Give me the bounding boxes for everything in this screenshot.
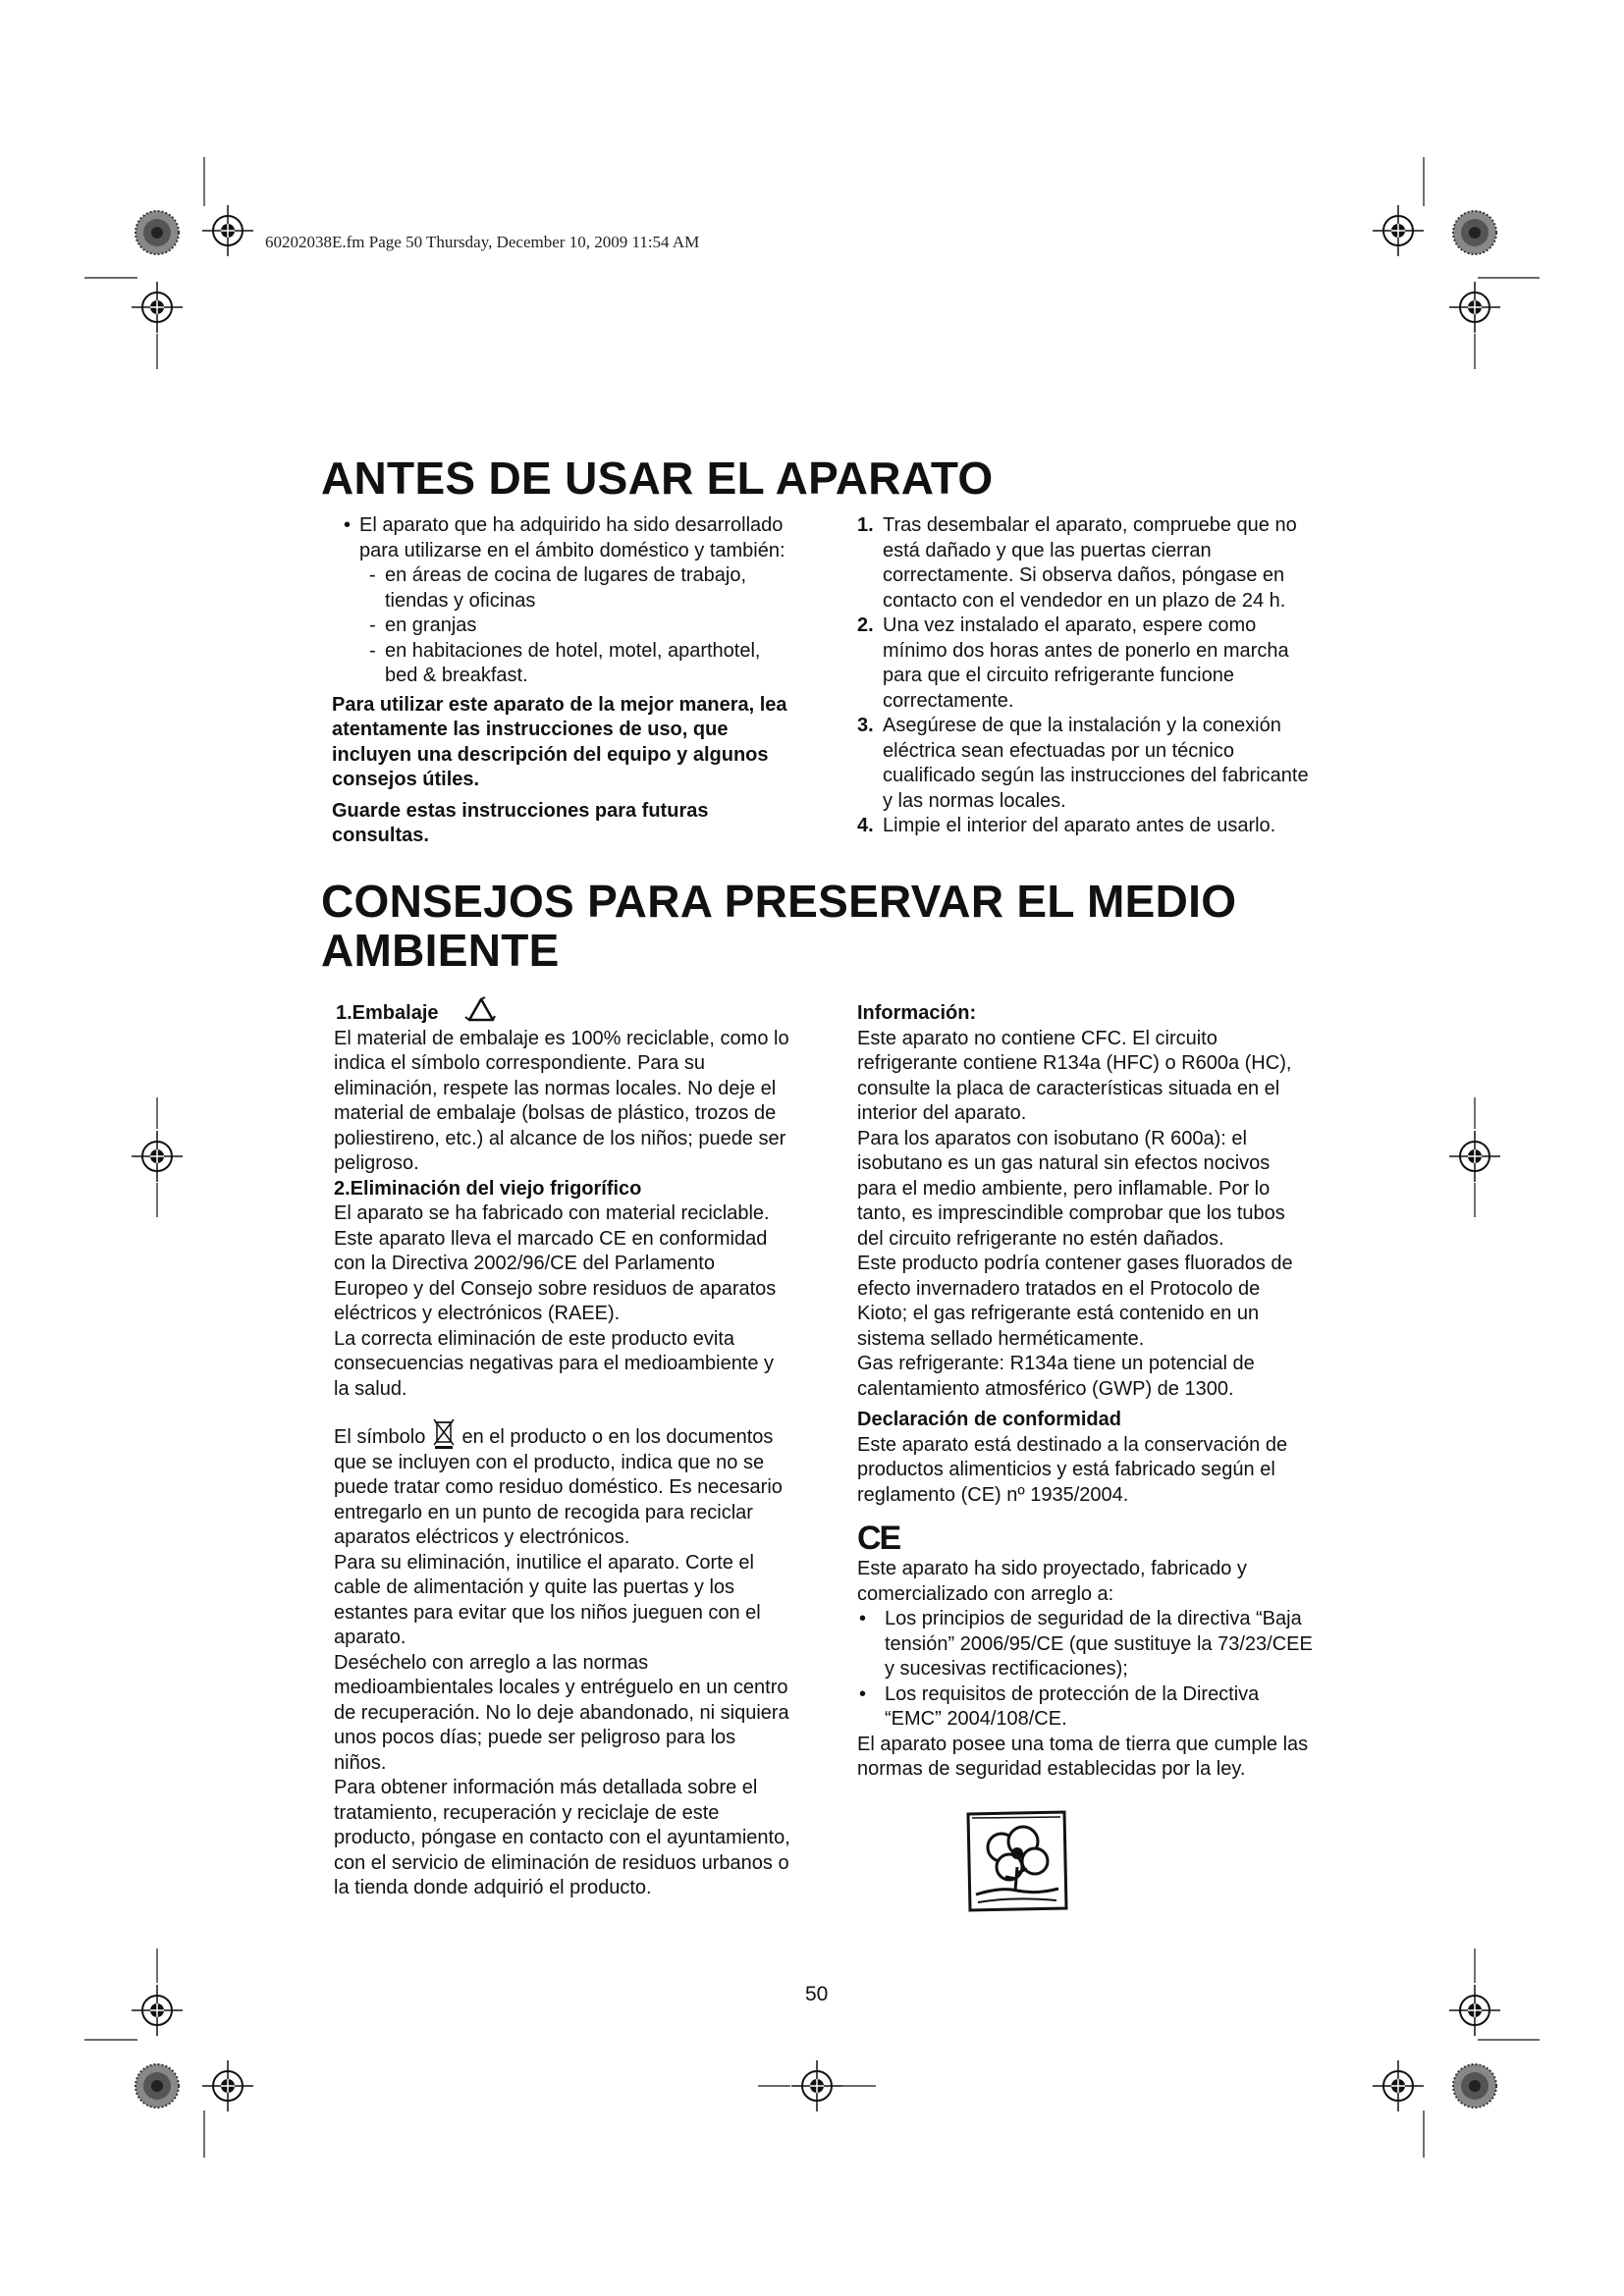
section1-left-column bbox=[332, 513, 793, 849]
registration-mark-icon bbox=[132, 1131, 183, 1182]
page-number: 50 bbox=[805, 1983, 829, 2005]
title-line: CONSEJOS PARA PRESERVAR EL MEDIO bbox=[321, 876, 1237, 927]
step-item: 3. Asegúrese de que la instalación y la conexión eléctrica sean efectuadas por un técnico cualificado según las instrucciones del fabricante y las normas locales. bbox=[857, 715, 1309, 812]
elim-text-2: La correcta eliminación de este producto evita consecuencias negativas para el medioambiente y la salud. bbox=[334, 1327, 775, 1400]
elim-text: El aparato se ha fabricado con material reciclable. Este aparato lleva el marcado CE en conformidad con la Directiva 2002/96/CE del Parlamento Europeo y del Consejo sobre residuos de aparatos eléctricos y electrónicos (RAEE). bbox=[334, 1202, 777, 1324]
registration-mark-icon bbox=[1449, 1985, 1500, 2036]
step-item: 4. Limpie el interior del aparato antes de usarlo. bbox=[857, 815, 1276, 836]
info-contact-text: Para obtener información más detallada sobre el tratamiento, recuperación y reciclaje de este producto, póngase en contacto con el ayuntamiento, con el servicio de eliminación de residuos urbanos o la tienda donde adquirió el producto. bbox=[334, 1777, 790, 1898]
inutilice-text: Para su eliminación, inutilice el aparato. Corte el cable de alimentación y quite las puertas y los estantes para evitar que los niños jueguen con el aparato. bbox=[334, 1551, 761, 1648]
registration-mark-icon bbox=[1449, 282, 1500, 333]
title-line: AMBIENTE bbox=[321, 925, 560, 976]
ce-mark: CE bbox=[857, 1520, 900, 1557]
use-item: - en habitaciones de hotel, motel, aparthotel, bed & breakfast. bbox=[332, 639, 793, 689]
declaration-text: Este aparato está destinado a la conservación de productos alimenticios y está fabricado según el reglamento (CE) nº 1935/2004. bbox=[857, 1433, 1288, 1506]
registration-mark-icon bbox=[1449, 1131, 1500, 1182]
weee-symbol-text: El símbolo en el producto o en los documentos que se incluyen con el producto, indica que no se puede tratar como residuo doméstico. Es necesario entregarlo en un punto de recogida para reciclar aparatos eléctricos y electrónicos. bbox=[334, 1425, 790, 1551]
deseche-text: Deséchelo con arreglo a las normas medioambientales locales y entréguelo en un centro de recuperación. No lo deje abandonado, ni siquiera unos pocos días; puede ser peligroso para los niños. bbox=[334, 1651, 789, 1774]
color-wheel-icon bbox=[1453, 211, 1496, 254]
info-text: Este producto podría contener gases fluorados de efecto invernadero tratados en el Protocolo de Kioto; el gas refrigerante está contenido en un sistema sellado herméticamente. bbox=[857, 1253, 1293, 1350]
info-heading: Información: bbox=[857, 1002, 977, 1024]
color-wheel-icon bbox=[135, 211, 179, 254]
section2-left-column bbox=[334, 1001, 790, 1901]
elim-heading: 2.Eliminación del viejo frigorífico bbox=[334, 1177, 642, 1200]
registration-mark-icon bbox=[791, 2060, 842, 2111]
declaration-heading: Declaración de conformidad bbox=[857, 1409, 1121, 1430]
section1-right-column bbox=[857, 513, 1319, 839]
ce-item: • Los principios de seguridad de la directiva “Baja tensión” 2006/95/CE (que sustituye la 73/23/CEE y sucesivas rectificaciones); bbox=[857, 1607, 1314, 1682]
file-info-header: 60202038E.fm Page 50 Thursday, December 10, 2009 11:54 AM bbox=[265, 233, 700, 251]
section-title-antes: ANTES DE USAR EL APARATO bbox=[321, 453, 994, 504]
embalaje-heading: 1.Embalaje bbox=[334, 1001, 790, 1027]
registration-mark-icon bbox=[132, 282, 183, 333]
registration-mark-icon bbox=[1373, 2060, 1424, 2111]
use-item: - en granjas bbox=[332, 614, 793, 639]
use-item: - en áreas de cocina de lugares de trabajo, tiendas y oficinas bbox=[332, 563, 793, 614]
tree-logo-icon bbox=[962, 1808, 1072, 1914]
registration-mark-icon bbox=[132, 1985, 183, 2036]
recycle-icon bbox=[463, 996, 499, 1026]
read-instructions-note: Para utilizar este aparato de la mejor manera, lea atentamente las instrucciones de uso, que incluyen una descripción del equipo y algunos consejos útiles. bbox=[332, 693, 787, 790]
intro-text: • El aparato que ha adquirido ha sido desarrollado para utilizarse en el ámbito doméstico y también: bbox=[332, 513, 793, 563]
step-item: 1. Tras desembalar el aparato, compruebe que no está dañado y que las puertas cierran correctamente. Si observa daños, póngase en contacto con el vendedor en un plazo de 24 h. bbox=[857, 514, 1297, 612]
info-text: Este aparato no contiene CFC. El circuito refrigerante contiene R134a (HFC) o R600a (HC), consulte la placa de características situada en el interior del aparato. bbox=[857, 1027, 1292, 1124]
step-item: 2. Una vez instalado el aparato, espere como mínimo dos horas antes de ponerlo en marcha para que el circuito refrigerante funcione correctamente. bbox=[857, 614, 1289, 712]
keep-instructions-note: Guarde estas instrucciones para futuras consultas. bbox=[332, 799, 709, 846]
ce-item: • Los requisitos de protección de la Directiva “EMC” 2004/108/CE. bbox=[857, 1682, 1314, 1733]
registration-mark-icon bbox=[202, 205, 253, 256]
color-wheel-icon bbox=[135, 2064, 179, 2108]
section-title-consejos bbox=[321, 877, 1236, 975]
ce-intro: Este aparato ha sido proyectado, fabricado y comercializado con arreglo a: bbox=[857, 1558, 1247, 1605]
registration-mark-icon bbox=[1373, 205, 1424, 256]
crossed-bin-icon bbox=[431, 1416, 457, 1450]
registration-mark-icon bbox=[202, 2060, 253, 2111]
section2-right-column bbox=[857, 1001, 1314, 1783]
info-text: Gas refrigerante: R134a tiene un potencial de calentamiento atmosférico (GWP) de 1300. bbox=[857, 1353, 1255, 1400]
color-wheel-icon bbox=[1453, 2064, 1496, 2108]
info-text: Para los aparatos con isobutano (R 600a): el isobutano es un gas natural sin efectos nocivos para el medio ambiente, pero inflamable. Por lo tanto, es imprescindible comprobar que los tubos del circuito refrigerante no estén dañados. bbox=[857, 1127, 1285, 1250]
embalaje-text: El material de embalaje es 100% reciclable, como lo indica el símbolo correspondiente. Para su eliminación, respete las normas locales. No deje el material de embalaje (bolsas de plástico, trozos de poliestireno, etc.) al alcance de los niños; puede ser peligroso. bbox=[334, 1027, 789, 1174]
ground-text: El aparato posee una toma de tierra que cumple las normas de seguridad establecidas por la ley. bbox=[857, 1733, 1309, 1780]
